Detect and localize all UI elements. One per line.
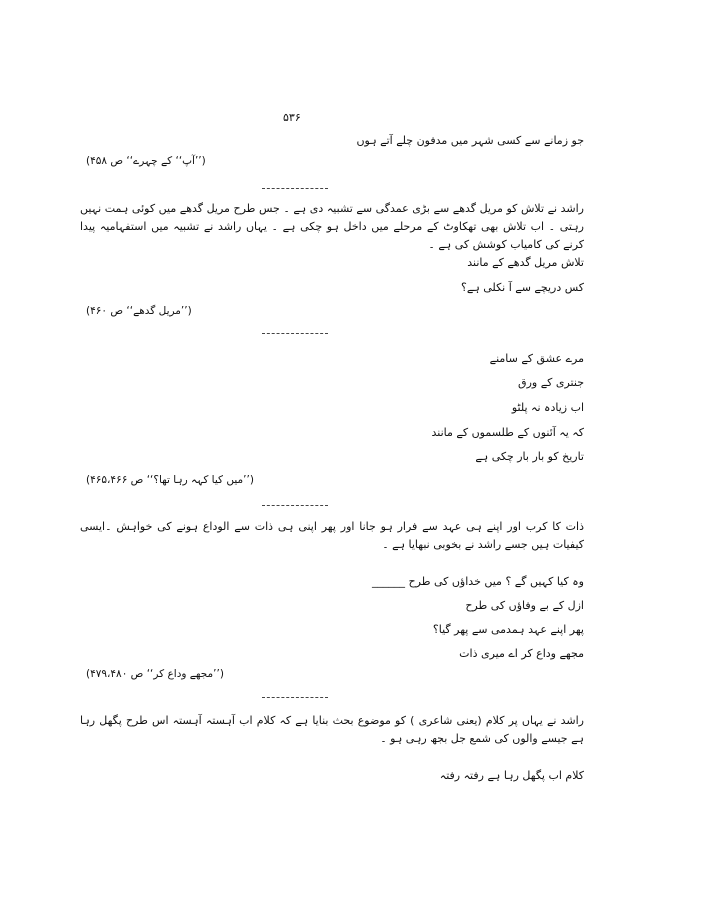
citation: (’’مجھے وداع کر‘‘ ص ۴۷۹،۴۸۰) [86,668,224,680]
commentary-paragraph: ذات کا کرب اور اپنے ہی عہد سے فرار ہو جانا اور پھر اپنی ہی ذات سے الوداع ہونے کی خواہش ۔ایسی کیفیات ہیں جسے راشد نے بخوبی نبھایا ہے ۔ [80,520,584,551]
citation: (’’میں کیا کہہ رہا تھا؟‘‘ ص ۴۶۵،۴۶۶) [86,474,254,486]
poem-line: مرے عشق کے سامنے [489,352,584,365]
section-separator [262,188,328,189]
poem-line: اب زیادہ نہ پلٹو [511,401,584,414]
opening-verse-line: جو زمانے سے کسی شہر میں مدفون چلے آتے ہوں [356,134,584,147]
poem-line: ازل کے بے وفاؤں کی طرح [465,599,584,612]
citation: (’’مریل گدھے‘‘ ص ۴۶۰) [86,305,192,317]
poem-line: جنتری کے ورق [518,376,584,389]
poem-line: کلام اب پگھل رہا ہے رفتہ رفتہ [439,769,584,782]
section-separator [262,697,328,698]
poem-line: تاریخ کو بار بار چکی ہے [475,450,584,463]
page-number: ۵۳۶ [283,111,301,124]
commentary-paragraph: راشد نے تلاش کو مریل گدھے سے بڑی عمدگی سے تشبیہ دی ہے ۔ جس طرح مریل گدھے میں کوئی ہمت نہیں رہتی ۔ اب تلاش بھی تھکاوٹ کے مرحلے میں داخل ہو چکی ہے ۔ یہاں راشد نے تشبیہ میں استفہامیہ پیدا کرنے کی کامیاب کوشش کی ہے ۔ [80,202,584,251]
poem-line: پھر اپنے عہد ہمدمی سے پھر گیا؟ [432,623,584,636]
poem-line: کہ یہ آئنوں کے طلسموں کے مانند [431,426,584,439]
poem-line: کس دریچے سے آ نکلی ہے؟ [461,281,584,294]
citation: (’’آپ‘‘ کے چہرے‘‘ ص ۴۵۸) [86,155,206,167]
section-separator [262,333,328,334]
commentary-paragraph: راشد نے یہاں پر کلام (یعنی شاعری ) کو موضوع بحث بنایا ہے کہ کلام اب آہستہ آہستہ اس طرح پگھل رہا ہے جیسے والوں کی شمع جل بجھ رہی ہو ۔ [80,714,584,745]
poem-line: مجھے وداع کر اے میری ذات [459,647,584,660]
poem-line: وہ کیا کہیں گے ؟ میں خداؤں کی طرح ______ [372,575,584,588]
section-separator [262,505,328,506]
poem-line: تلاش مریل گدھے کے مانند [467,256,584,269]
